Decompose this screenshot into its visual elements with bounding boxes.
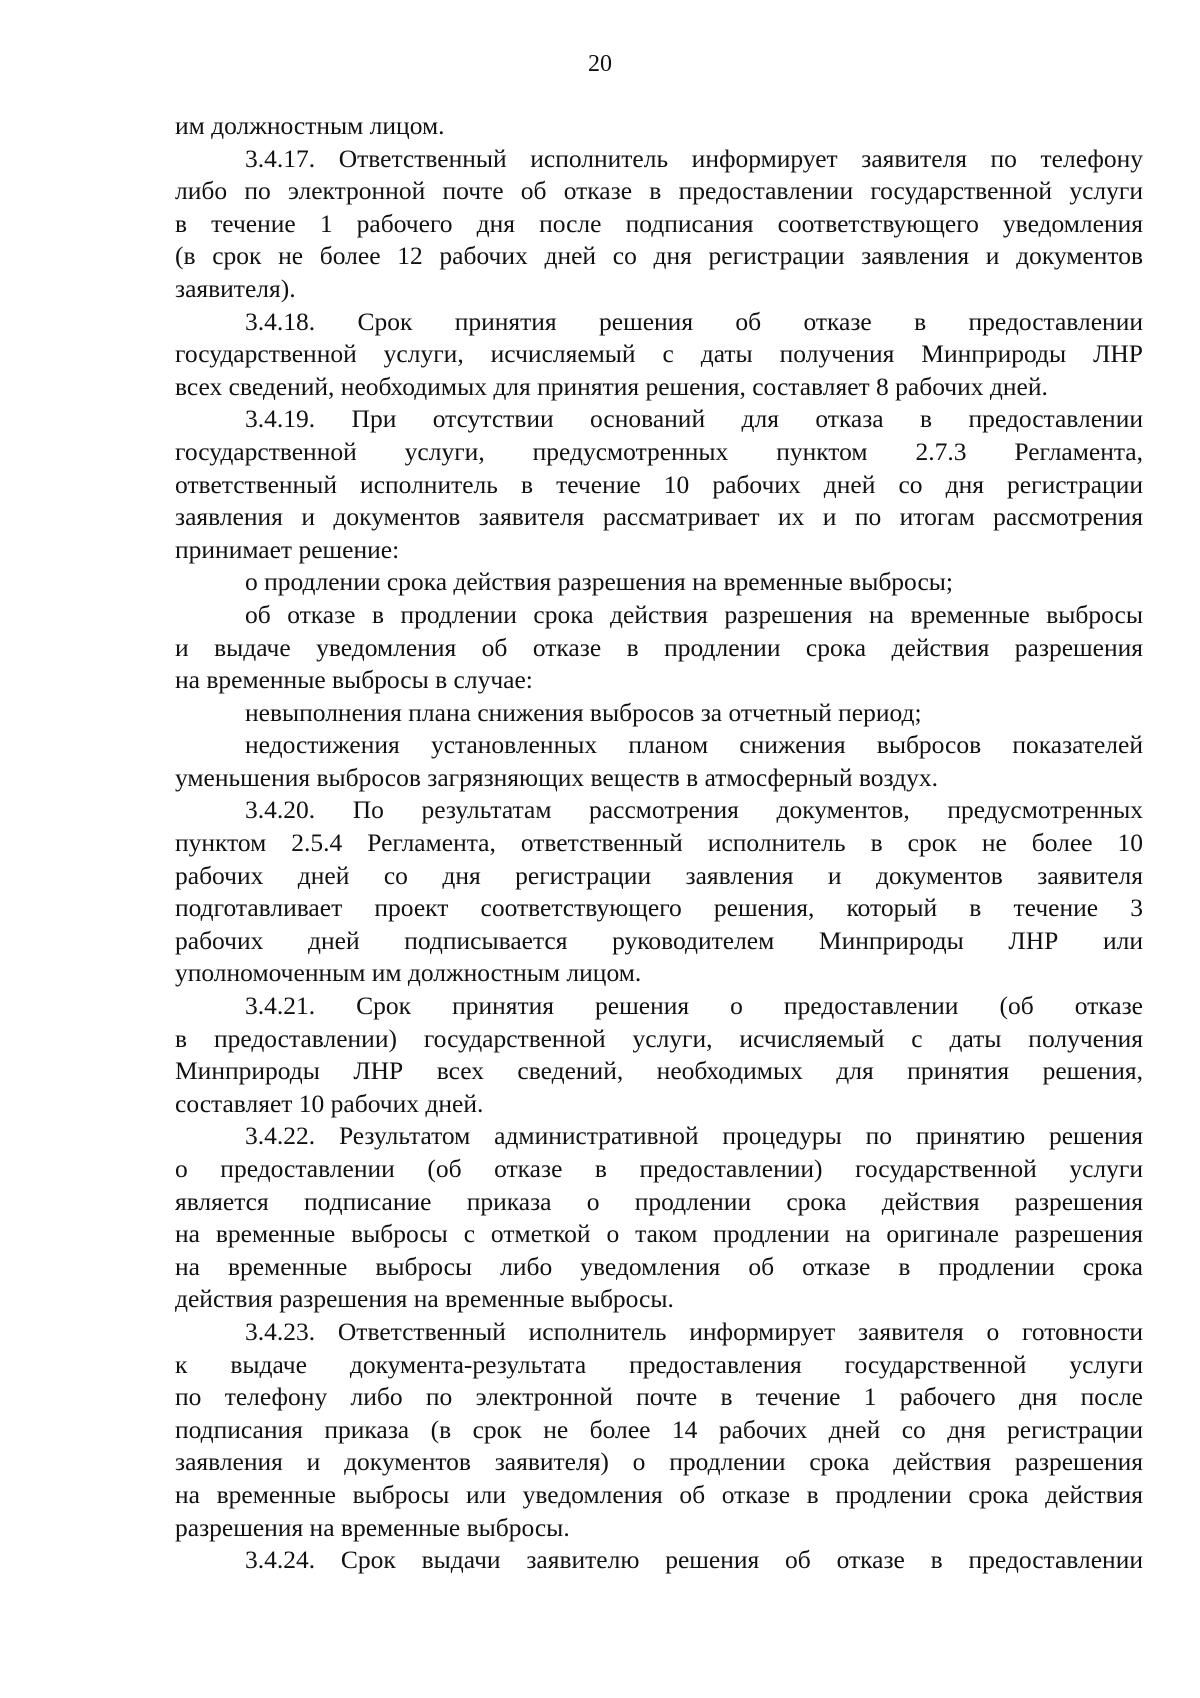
text-line: 3.4.20. По результатам рассмотрения документов, предусмотренных [245,795,1143,825]
text-line: государственной услуги, предусмотренных пунктом 2.7.3 Регламента, [175,436,1143,466]
text-line: действия разрешения на временные выбросы. [175,1284,674,1314]
text-line: заявления и документов заявителя рассматривает их и по итогам рассмотрения [175,502,1143,532]
page-number: 20 [588,51,612,77]
text-line: 3.4.23. Ответственный исполнитель информирует заявителя о готовности [245,1316,1143,1346]
text-line: на временные выбросы с отметкой о таком продлении на оригинале разрешения [175,1219,1143,1249]
text-line: разрешения на временные выбросы. [175,1512,570,1542]
text-line: уменьшения выбросов загрязняющих веществ в атмосферный воздух. [175,762,939,792]
text-line: невыполнения плана снижения выбросов за отчетный период; [245,697,922,727]
text-line: является подписание приказа о продлении срока действия разрешения [175,1186,1143,1216]
text-line: Минприроды ЛНР всех сведений, необходимых для принятия решения, [175,1056,1143,1086]
text-line: недостижения установленных планом снижения выбросов показателей [245,730,1143,760]
text-line: на временные выбросы или уведомления об отказе в продлении срока действия [175,1479,1143,1509]
text-line: об отказе в продлении срока действия разрешения на временные выбросы [245,599,1143,629]
text-line: к выдаче документа-результата предоставления государственной услуги [175,1349,1143,1379]
document-body [175,110,1143,1577]
text-line: уполномоченным им должностным лицом. [175,958,642,988]
text-line: на временные выбросы в случае: [175,665,533,695]
text-line: 3.4.18. Срок принятия решения об отказе в предоставлении [245,306,1143,336]
text-line: рабочих дней со дня регистрации заявления и документов заявителя [175,860,1143,890]
text-line: о продлении срока действия разрешения на временные выбросы; [245,567,953,597]
text-line: (в срок не более 12 рабочих дней со дня регистрации заявления и документов [175,241,1143,271]
text-line: заявления и документов заявителя) о продлении срока действия разрешения [175,1447,1143,1477]
text-line: государственной услуги, исчисляемый с даты получения Минприроды ЛНР [175,339,1143,369]
text-line: 3.4.24. Срок выдачи заявителю решения об отказе в предоставлении [245,1545,1143,1575]
text-line: в течение 1 рабочего дня после подписания соответствующего уведомления [175,208,1143,238]
text-line: ответственный исполнитель в течение 10 рабочих дней со дня регистрации [175,469,1143,499]
text-line: пунктом 2.5.4 Регламента, ответственный исполнитель в срок не более 10 [175,828,1143,858]
text-line: им должностным лицом. [175,111,445,140]
text-line: либо по электронной почте об отказе в предоставлении государственной услуги [175,176,1143,206]
text-line: о предоставлении (об отказе в предоставлении) государственной услуги [175,1154,1143,1183]
text-line: всех сведений, необходимых для принятия решения, составляет 8 рабочих дней. [175,371,1048,401]
text-line: рабочих дней подписывается руководителем Минприроды ЛНР или [175,925,1143,955]
text-line: 3.4.21. Срок принятия решения о предоставлении (об отказе [245,991,1143,1021]
text-line: 3.4.22. Результатом административной процедуры по принятию решения [245,1121,1143,1151]
text-line: 3.4.19. При отсутствии оснований для отказа в предоставлении [245,404,1143,434]
text-line: по телефону либо по электронной почте в течение 1 рабочего дня после [175,1382,1143,1412]
text-line: подписания приказа (в срок не более 14 рабочих дней со дня регистрации [175,1414,1143,1444]
text-line: принимает решение: [175,534,400,564]
text-line: на временные выбросы либо уведомления об отказе в продлении срока [175,1251,1143,1281]
text-line: в предоставлении) государственной услуги, исчисляемый с даты получения [175,1023,1143,1053]
text-line: составляет 10 рабочих дней. [175,1088,484,1118]
text-line: и выдаче уведомления об отказе в продлении срока действия разрешения [175,632,1143,662]
text-line: подготавливает проект соответствующего решения, который в течение 3 [175,893,1143,923]
text-line: 3.4.17. Ответственный исполнитель информирует заявителя по телефону [245,143,1143,173]
text-line: заявителя). [175,273,296,303]
